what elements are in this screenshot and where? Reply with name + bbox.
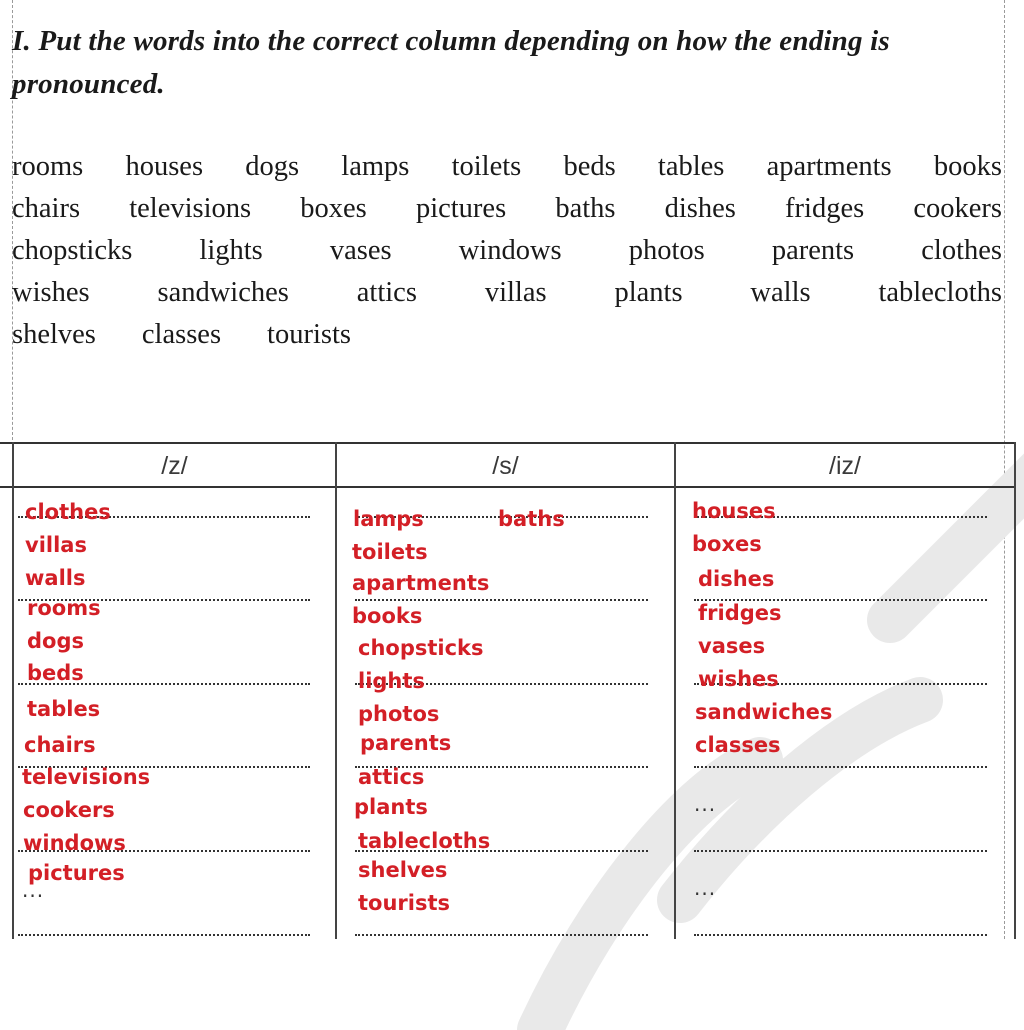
word-bank-word: dishes	[664, 193, 736, 224]
word-bank-word: sandwiches	[157, 277, 289, 308]
writing-line	[18, 934, 310, 936]
answer-word-iz: classes	[695, 733, 781, 757]
answer-word-s: tourists	[358, 891, 451, 915]
word-bank-word: lights	[199, 235, 263, 266]
word-bank-word: houses	[125, 151, 204, 182]
word-bank-word: plants	[614, 277, 683, 308]
word-bank-word: tables	[657, 151, 725, 182]
answer-word-s: baths	[498, 507, 565, 531]
answer-word-z: walls	[25, 566, 86, 590]
word-bank-word: walls	[750, 277, 811, 308]
word-bank-word: attics	[356, 277, 417, 308]
answer-word-iz: houses	[692, 499, 776, 523]
table-header-border	[0, 486, 1016, 488]
word-bank-word: beds	[563, 151, 616, 182]
word-bank-word: chairs	[12, 193, 81, 224]
ellipsis: ...	[694, 792, 717, 816]
word-bank-word: apartments	[766, 151, 892, 182]
word-bank-word: toilets	[451, 151, 522, 182]
column-header-z: /z/	[161, 452, 188, 480]
answer-word-z: televisions	[22, 765, 151, 789]
answer-word-iz: vases	[698, 634, 766, 658]
answer-word-s: photos	[358, 702, 440, 726]
word-bank-word: televisions	[129, 193, 252, 224]
word-bank-word: photos	[628, 235, 705, 266]
word-bank-word: chopsticks	[12, 235, 133, 266]
word-bank-word: tourists	[267, 319, 351, 350]
column-divider	[674, 442, 676, 939]
exercise-instruction: I. Put the words into the correct column depending on how the ending is pronounced.	[12, 25, 890, 100]
ellipsis: ...	[22, 878, 45, 902]
column-divider	[335, 442, 337, 939]
answer-word-s: chopsticks	[358, 636, 484, 660]
writing-line	[694, 850, 987, 852]
table-top-border	[0, 442, 1016, 444]
column-header-s: /s/	[492, 452, 519, 480]
word-bank-word: cookers	[913, 193, 1002, 224]
answer-word-z: chairs	[24, 733, 96, 757]
answer-word-z: tables	[27, 697, 101, 721]
word-bank-word: clothes	[921, 235, 1002, 266]
word-bank-word: pictures	[415, 193, 507, 224]
answer-word-s: books	[352, 604, 423, 628]
answer-word-z: clothes	[25, 500, 111, 524]
answer-word-s: apartments	[352, 571, 490, 595]
answer-word-iz: dishes	[698, 567, 775, 591]
word-bank-word: tablecloths	[878, 277, 1002, 308]
column-header-iz: /iz/	[829, 452, 861, 480]
word-bank-line	[12, 146, 1002, 188]
answer-word-iz: boxes	[692, 532, 762, 556]
answer-table	[0, 442, 1016, 939]
writing-line	[694, 934, 987, 936]
word-bank-word: parents	[771, 235, 855, 266]
answer-word-z: windows	[23, 831, 126, 855]
word-bank	[12, 146, 1002, 356]
word-bank-word: lamps	[341, 151, 410, 182]
answer-word-s: lamps	[353, 507, 424, 531]
answer-word-s: lights	[358, 669, 425, 693]
answer-word-s: attics	[358, 765, 425, 789]
answer-word-s: shelves	[358, 858, 448, 882]
word-bank-word: classes	[141, 319, 222, 350]
word-bank-word: vases	[329, 235, 392, 266]
answer-word-z: cookers	[23, 798, 115, 822]
ellipsis: ...	[694, 876, 717, 900]
word-bank-word: shelves	[12, 319, 96, 350]
answer-word-iz: sandwiches	[695, 700, 833, 724]
writing-line	[694, 766, 987, 768]
word-bank-line	[12, 314, 1002, 356]
word-bank-word: baths	[555, 193, 616, 224]
word-bank-word: fridges	[785, 193, 865, 224]
answer-word-z: dogs	[27, 629, 84, 653]
word-bank-word: books	[933, 151, 1002, 182]
word-bank-line	[12, 188, 1002, 230]
answer-word-s: plants	[354, 795, 428, 819]
word-bank-word: windows	[458, 235, 562, 266]
answer-word-s: parents	[360, 731, 452, 755]
answer-word-s: tablecloths	[358, 829, 491, 853]
table-right-border	[1014, 442, 1016, 939]
word-bank-line	[12, 230, 1002, 272]
word-bank-word: boxes	[300, 193, 367, 224]
answer-word-z: beds	[27, 661, 84, 685]
answer-word-s: toilets	[352, 540, 428, 564]
answer-word-z: pictures	[28, 861, 125, 885]
table-left-border	[12, 442, 14, 939]
answer-word-z: villas	[25, 533, 87, 557]
answer-word-z: rooms	[27, 596, 101, 620]
word-bank-word: villas	[484, 277, 547, 308]
word-bank-word: rooms	[12, 151, 84, 182]
word-bank-word: wishes	[12, 277, 90, 308]
writing-line	[355, 599, 648, 601]
word-bank-word: dogs	[245, 151, 300, 182]
answer-word-iz: fridges	[698, 601, 782, 625]
writing-line	[355, 934, 648, 936]
word-bank-line	[12, 272, 1002, 314]
answer-word-iz: wishes	[698, 667, 779, 691]
